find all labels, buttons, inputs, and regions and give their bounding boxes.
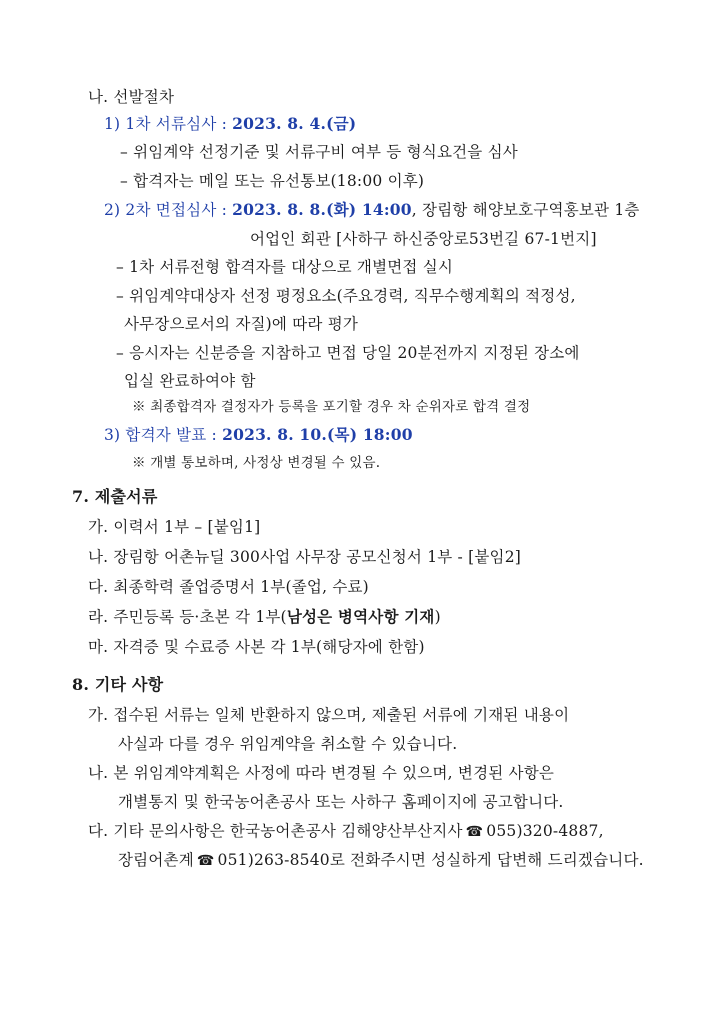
doc-item-ma: 마. 자격증 및 수료증 사본 각 1부(해당자에 한함) <box>88 638 425 656</box>
misc-line-1: 가. 접수된 서류는 일체 반환하지 않으며, 제출된 서류에 기재된 내용이 <box>88 706 570 724</box>
step3-line <box>104 424 413 446</box>
misc-line-2: 사실과 다를 경우 위임계약을 취소할 수 있습니다. <box>118 735 458 753</box>
misc-line-3: 나. 본 위임계약계획은 사정에 따라 변경될 수 있으며, 변경된 사항은 <box>88 764 555 782</box>
section8-title: 8. 기타 사항 <box>72 675 164 694</box>
contact-line-1 <box>88 820 604 843</box>
doc-item-na: 나. 장림항 어촌뉴딜 300사업 사무장 공모신청서 1부 - [붙임2] <box>88 548 522 566</box>
step2-item-3: – 응시자는 신분증을 지참하고 면접 당일 20분전까지 지정된 장소에 <box>116 344 580 362</box>
selection-procedure-title: 나. 선발절차 <box>88 88 175 106</box>
step2-item-1: – 1차 서류전형 합격자를 대상으로 개별면접 실시 <box>116 258 454 276</box>
doc-item-ra-prefix: 라. 주민등록 등·초본 각 1부( <box>88 608 287 626</box>
contact-line-1-prefix: 다. 기타 문의사항은 한국농어촌공사 김해양산부산지사 <box>88 822 463 840</box>
step2-date: 2023. 8. 8.(화) 14:00 <box>232 200 412 219</box>
phone-icon: ☎ <box>465 824 484 840</box>
contact-line-2 <box>118 849 644 872</box>
misc-line-4: 개별통지 및 한국농어촌공사 또는 사하구 홈페이지에 공고합니다. <box>118 793 564 811</box>
step2-place-1: , 장림항 해양보호구역홍보관 1층 <box>411 201 640 219</box>
doc-item-ra-bold: 남성은 병역사항 기재 <box>286 607 435 626</box>
doc-item-da: 다. 최종학력 졸업증명서 1부(졸업, 수료) <box>88 578 369 596</box>
phone-icon: ☎ <box>196 853 215 869</box>
doc-item-ra-suffix: ) <box>434 608 441 626</box>
step1-date: 2023. 8. 4.(금) <box>232 114 357 133</box>
step2-label: 2) 2차 면접심사 : <box>104 201 233 219</box>
doc-item-ra <box>88 606 441 628</box>
contact-line-2-prefix: 장림어촌계 <box>118 851 194 869</box>
step3-date: 2023. 8. 10.(목) 18:00 <box>222 425 413 444</box>
step2-place-2: 어업인 회관 [사하구 하신중앙로53번길 67-1번지] <box>250 230 597 248</box>
contact-line-2-suffix: 로 전화주시면 성실하게 답변해 드리겠습니다. <box>329 851 644 869</box>
step2-item-3-cont: 입실 완료하여야 함 <box>124 372 256 390</box>
section7-title: 7. 제출서류 <box>72 487 158 506</box>
step1-line <box>104 113 356 135</box>
step1-label: 1) 1차 서류심사 : <box>104 115 233 133</box>
step2-line <box>104 199 640 221</box>
step1-item-2: – 합격자는 메일 또는 유선통보(18:00 이후) <box>120 172 425 190</box>
step2-item-2: – 위임계약대상자 선정 평정요소(주요경력, 직무수행계획의 적정성, <box>116 287 576 305</box>
doc-item-ga: 가. 이력서 1부 – [붙임1] <box>88 518 261 536</box>
contact-phone-2: 051)263-8540 <box>217 851 330 869</box>
step2-note: ※ 최종합격자 결정자가 등록을 포기할 경우 차 순위자로 합격 결정 <box>132 399 531 415</box>
step3-label: 3) 합격자 발표 : <box>104 426 223 444</box>
step2-item-2-cont: 사무장으로서의 자질)에 따라 평가 <box>124 315 359 333</box>
step3-note: ※ 개별 통보하며, 사정상 변경될 수 있음. <box>132 455 381 471</box>
contact-phone-1: 055)320-4887, <box>486 822 604 840</box>
step1-item-1: – 위임계약 선정기준 및 서류구비 여부 등 형식요건을 심사 <box>120 143 518 161</box>
